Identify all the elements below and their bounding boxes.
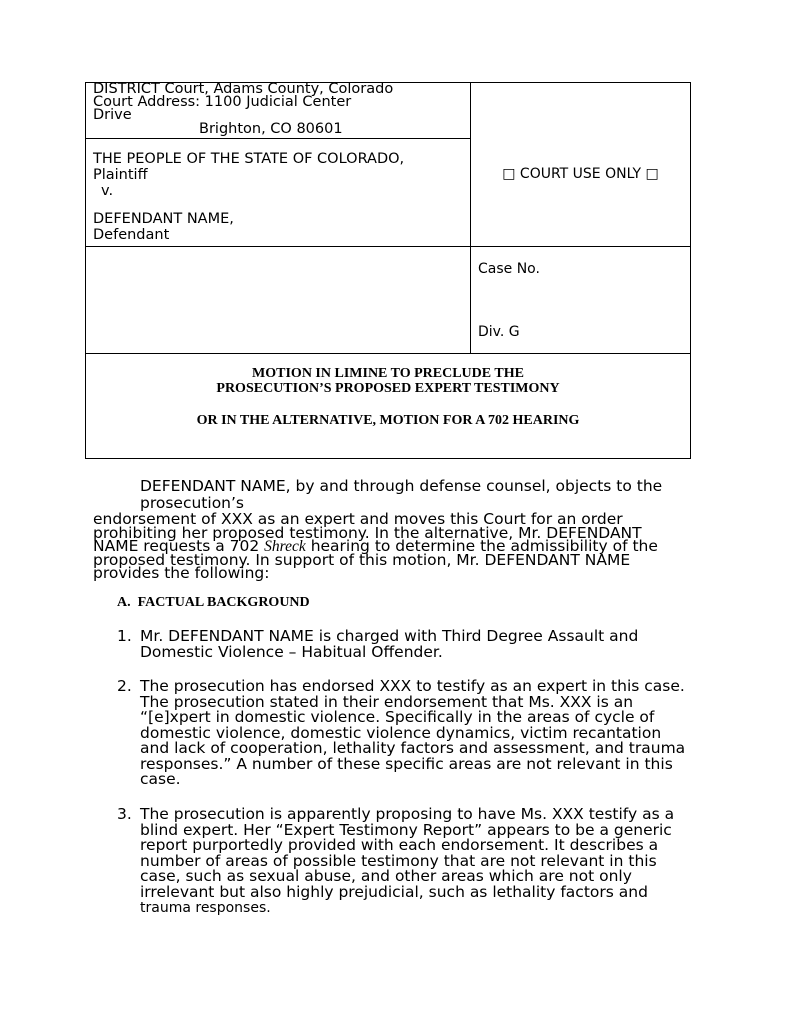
- plaintiff-role: Plaintiff: [93, 167, 148, 183]
- versus: v.: [101, 183, 114, 199]
- intro-paragraph-opening: [140, 478, 680, 512]
- paragraph-body: The prosecution is apparently proposing to have Ms. XXX testify as a blind expert. Her “Expert Testimony Report” appears to be a generic report purportedly provided with each endorsement. It describes a number of areas of possible testimony that are not relevant in this case, such as sexual abuse, and other areas which are not only irrelevant but also highly prejudicial, such as lethality factors and: [140, 805, 675, 901]
- intro-text: endorsement of XXX as an expert and moves this Court for an order prohibiting her proposed testimony. In the alternative, Mr. DEFENDANT NAME requests a 702: [93, 510, 642, 555]
- section-title: FACTUAL BACKGROUND: [137, 595, 310, 610]
- intro-paragraph: [93, 510, 683, 582]
- title-line: OR IN THE ALTERNATIVE, MOTION FOR A 702 HEARING: [196, 413, 580, 428]
- paragraph-text: [140, 807, 692, 917]
- caption-divider: [86, 246, 690, 247]
- paragraph-number: 3.: [117, 805, 132, 823]
- intro-line: DEFENDANT NAME, by and through defense counsel, objects to the: [140, 477, 663, 495]
- paragraph-number: 2.: [117, 677, 132, 695]
- defendant-name: DEFENDANT NAME,: [93, 211, 234, 227]
- intro-line: prosecution’s: [140, 494, 245, 512]
- caption-divider-vertical: [470, 83, 471, 353]
- caption-divider: [86, 353, 690, 354]
- motion-title: [86, 366, 690, 428]
- caption-divider: [86, 138, 471, 139]
- parties-block: [93, 151, 463, 243]
- paragraph-text: The prosecution has endorsed XXX to testify as an expert in this case. The prosecution stated in their endorsement that Ms. XXX is an “[e]xpert in domestic violence. Specifically in the areas of cycle of domestic violence, domestic violence dynamics, victim recantation and lack of cooperation, lethality factors and assessment, and trauma responses.” A number of these specific areas are not relevant in this case.: [140, 677, 686, 788]
- section-label: A.: [117, 595, 131, 610]
- paragraph-text: Mr. DEFENDANT NAME is charged with Third Degree Assault and Domestic Violence – Habitual Offender.: [140, 627, 639, 661]
- court-address: Court Address: 1100 Judicial Center: [93, 94, 352, 110]
- court-name-block: [93, 83, 463, 122]
- paragraph-number: 1.: [117, 627, 132, 645]
- shreck-case-name: Shreck: [264, 538, 306, 555]
- court-use-only-label: □ COURT USE ONLY □: [502, 166, 659, 182]
- plaintiff-name: THE PEOPLE OF THE STATE OF COLORADO,: [93, 151, 405, 167]
- court-line: DISTRICT Court, Adams County, Colorado: [93, 81, 394, 97]
- paragraph-tail: trauma responses.: [140, 900, 271, 916]
- title-line: PROSECUTION’S PROPOSED EXPERT TESTIMONY: [216, 381, 560, 396]
- court-city: Brighton, CO 80601: [199, 121, 343, 137]
- intro-text: hearing to determine the admissibility of the proposed testimony. In support of this motion, Mr. DEFENDANT NAME provides the following:: [93, 537, 658, 582]
- case-number-label: Case No.: [478, 261, 540, 277]
- division-label: Div. G: [478, 324, 520, 340]
- case-caption-table: [85, 82, 691, 459]
- title-line: MOTION IN LIMINE TO PRECLUDE THE: [252, 366, 524, 381]
- court-address: Drive: [93, 107, 132, 123]
- section-heading: [117, 595, 310, 611]
- defendant-role: Defendant: [93, 227, 170, 243]
